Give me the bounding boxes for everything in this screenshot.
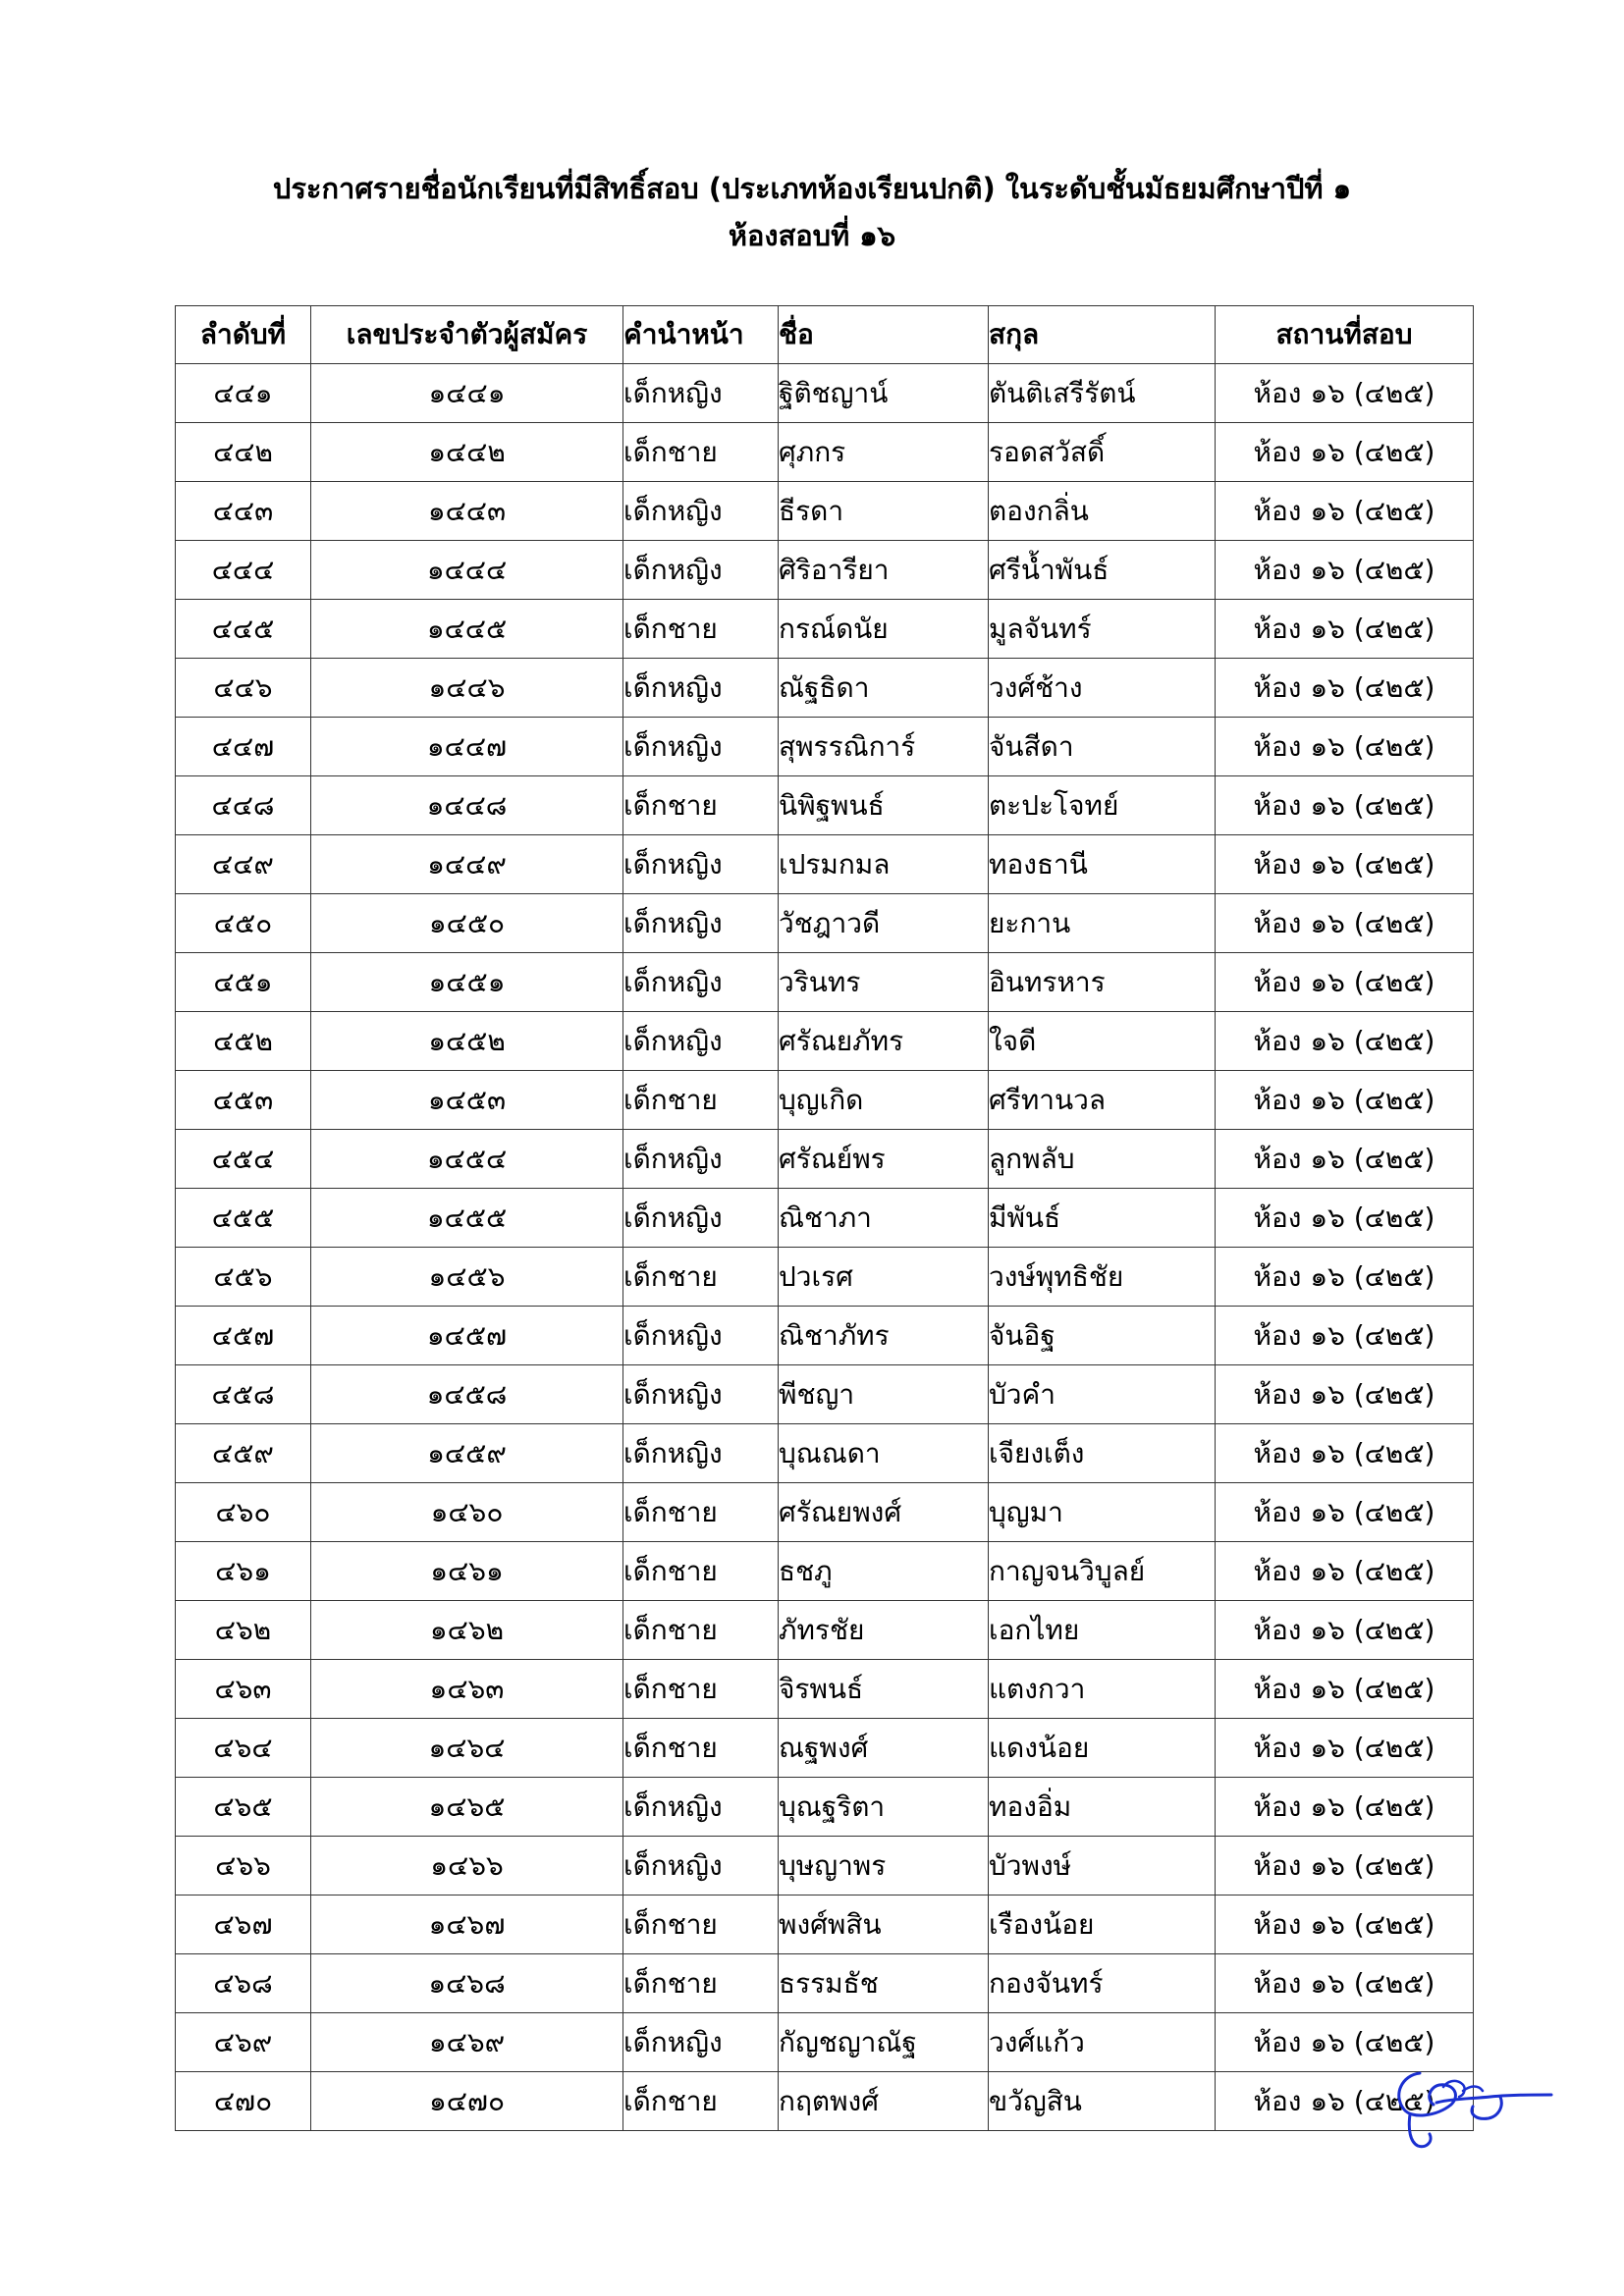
table-row — [176, 2072, 1474, 2131]
last-name-cell: แดงน้อย — [989, 1719, 1216, 1778]
prefix-cell: เด็กชาย — [623, 1071, 779, 1130]
exam-room-cell: ห้อง ๑๖ (๔๒๕) — [1216, 1601, 1474, 1660]
first-name-cell: ศรัณยพงศ์ — [779, 1483, 989, 1542]
prefix-cell: เด็กชาย — [623, 1660, 779, 1719]
applicant-id-cell: ๑๔๔๙ — [311, 835, 623, 894]
first-name-cell: ธีรดา — [779, 482, 989, 541]
applicant-id-cell: ๑๔๔๖ — [311, 659, 623, 718]
exam-room-cell: ห้อง ๑๖ (๔๒๕) — [1216, 1365, 1474, 1424]
prefix-cell: เด็กชาย — [623, 1542, 779, 1601]
seq-cell: ๔๕๗ — [176, 1307, 311, 1365]
table-body — [176, 364, 1474, 2131]
first-name-cell: ธรรมธัช — [779, 1954, 989, 2013]
table-row — [176, 1012, 1474, 1071]
prefix-cell: เด็กหญิง — [623, 1189, 779, 1248]
seq-cell: ๔๔๑ — [176, 364, 311, 423]
prefix-cell: เด็กชาย — [623, 1248, 779, 1307]
last-name-cell: ขวัญสิน — [989, 2072, 1216, 2131]
first-name-cell: กัญชญาณัฐ — [779, 2013, 989, 2072]
first-name-cell: ศิริอารียา — [779, 541, 989, 600]
exam-room-cell: ห้อง ๑๖ (๔๒๕) — [1216, 718, 1474, 776]
last-name-cell: มูลจันทร์ — [989, 600, 1216, 659]
seq-cell: ๔๖๒ — [176, 1601, 311, 1660]
table-row — [176, 1307, 1474, 1365]
first-name-cell: พงศ์พสิน — [779, 1896, 989, 1954]
last-name-cell: มีพันธ์ — [989, 1189, 1216, 1248]
applicant-id-cell: ๑๔๕๑ — [311, 953, 623, 1012]
exam-room-cell: ห้อง ๑๖ (๔๒๕) — [1216, 2072, 1474, 2131]
first-name-cell: กรณ์ดนัย — [779, 600, 989, 659]
first-name-cell: เปรมกมล — [779, 835, 989, 894]
applicant-id-cell: ๑๔๔๑ — [311, 364, 623, 423]
seq-cell: ๔๔๖ — [176, 659, 311, 718]
applicant-id-cell: ๑๔๕๙ — [311, 1424, 623, 1483]
seq-cell: ๔๔๕ — [176, 600, 311, 659]
seq-cell: ๔๕๖ — [176, 1248, 311, 1307]
first-name-cell: จิรพนธ์ — [779, 1660, 989, 1719]
exam-room-cell: ห้อง ๑๖ (๔๒๕) — [1216, 835, 1474, 894]
prefix-cell: เด็กชาย — [623, 423, 779, 482]
applicant-id-cell: ๑๔๔๕ — [311, 600, 623, 659]
applicant-id-cell: ๑๔๖๙ — [311, 2013, 623, 2072]
last-name-cell: วงศ์ช้าง — [989, 659, 1216, 718]
table-header-row — [176, 306, 1474, 364]
first-name-cell: ศุภกร — [779, 423, 989, 482]
prefix-cell: เด็กชาย — [623, 1954, 779, 2013]
first-name-cell: ศรัณย์พร — [779, 1130, 989, 1189]
first-name-cell: บุษญาพร — [779, 1837, 989, 1896]
exam-room-title: ห้องสอบที่ ๑๖ — [728, 219, 896, 252]
applicant-id-cell: ๑๔๔๗ — [311, 718, 623, 776]
first-name-cell: วรินทร — [779, 953, 989, 1012]
prefix-cell: เด็กหญิง — [623, 541, 779, 600]
exam-room-cell: ห้อง ๑๖ (๔๒๕) — [1216, 1248, 1474, 1307]
last-name-cell: ใจดี — [989, 1012, 1216, 1071]
seq-cell: ๔๗๐ — [176, 2072, 311, 2131]
last-name-cell: ศรีทานวล — [989, 1071, 1216, 1130]
exam-room-cell: ห้อง ๑๖ (๔๒๕) — [1216, 1542, 1474, 1601]
table-row — [176, 1601, 1474, 1660]
header-seq: ลำดับที่ — [176, 306, 311, 364]
seq-cell: ๔๔๓ — [176, 482, 311, 541]
first-name-cell: ธชภู — [779, 1542, 989, 1601]
seq-cell: ๔๕๔ — [176, 1130, 311, 1189]
applicant-id-cell: ๑๔๕๘ — [311, 1365, 623, 1424]
exam-room-cell: ห้อง ๑๖ (๔๒๕) — [1216, 1012, 1474, 1071]
last-name-cell: วงษ์พุทธิชัย — [989, 1248, 1216, 1307]
applicant-id-cell: ๑๔๖๒ — [311, 1601, 623, 1660]
header-last-name: สกุล — [989, 306, 1216, 364]
applicant-id-cell: ๑๔๔๘ — [311, 776, 623, 835]
last-name-cell: เจียงเต็ง — [989, 1424, 1216, 1483]
header-first-name: ชื่อ — [779, 306, 989, 364]
first-name-cell: ปวเรศ — [779, 1248, 989, 1307]
signature-mark — [1382, 2056, 1559, 2154]
seq-cell: ๔๖๕ — [176, 1778, 311, 1837]
exam-room-cell: ห้อง ๑๖ (๔๒๕) — [1216, 482, 1474, 541]
last-name-cell: ตันติเสรีรัตน์ — [989, 364, 1216, 423]
document-title: ประกาศรายชื่อนักเรียนที่มีสิทธิ์สอบ (ประเภทห้องเรียนปกติ) ในระดับชั้นมัธยมศึกษาปีที่ ๑ — [272, 172, 1352, 205]
header-exam-location: สถานที่สอบ — [1216, 306, 1474, 364]
table-row — [176, 1248, 1474, 1307]
table-row — [176, 1424, 1474, 1483]
applicant-id-cell: ๑๔๖๑ — [311, 1542, 623, 1601]
first-name-cell: ณัฐธิดา — [779, 659, 989, 718]
exam-room-cell: ห้อง ๑๖ (๔๒๕) — [1216, 600, 1474, 659]
exam-room-cell: ห้อง ๑๖ (๔๒๕) — [1216, 1424, 1474, 1483]
seq-cell: ๔๔๗ — [176, 718, 311, 776]
prefix-cell: เด็กชาย — [623, 600, 779, 659]
prefix-cell: เด็กหญิง — [623, 835, 779, 894]
prefix-cell: เด็กหญิง — [623, 718, 779, 776]
prefix-cell: เด็กชาย — [623, 1719, 779, 1778]
seq-cell: ๔๔๘ — [176, 776, 311, 835]
first-name-cell: บุณฐริตา — [779, 1778, 989, 1837]
prefix-cell: เด็กชาย — [623, 1601, 779, 1660]
table-row — [176, 600, 1474, 659]
seq-cell: ๔๖๗ — [176, 1896, 311, 1954]
applicant-id-cell: ๑๔๖๓ — [311, 1660, 623, 1719]
last-name-cell: เอกไทย — [989, 1601, 1216, 1660]
seq-cell: ๔๖๖ — [176, 1837, 311, 1896]
table-row — [176, 541, 1474, 600]
last-name-cell: บัวพงษ์ — [989, 1837, 1216, 1896]
last-name-cell: ศรีน้ำพันธ์ — [989, 541, 1216, 600]
applicant-id-cell: ๑๔๕๗ — [311, 1307, 623, 1365]
last-name-cell: จันอิฐ — [989, 1307, 1216, 1365]
header-applicant-id: เลขประจำตัวผู้สมัคร — [311, 306, 623, 364]
table-row — [176, 835, 1474, 894]
applicant-id-cell: ๑๔๕๒ — [311, 1012, 623, 1071]
table-row — [176, 1896, 1474, 1954]
applicant-id-cell: ๑๔๔๓ — [311, 482, 623, 541]
table-row — [176, 364, 1474, 423]
document-header — [0, 165, 1624, 259]
seq-cell: ๔๕๐ — [176, 894, 311, 953]
prefix-cell: เด็กหญิง — [623, 1130, 779, 1189]
exam-room-cell: ห้อง ๑๖ (๔๒๕) — [1216, 423, 1474, 482]
exam-room-cell: ห้อง ๑๖ (๔๒๕) — [1216, 1896, 1474, 1954]
seq-cell: ๔๕๕ — [176, 1189, 311, 1248]
exam-room-cell: ห้อง ๑๖ (๔๒๕) — [1216, 1719, 1474, 1778]
first-name-cell: สุพรรณิการ์ — [779, 718, 989, 776]
applicant-id-cell: ๑๔๗๐ — [311, 2072, 623, 2131]
first-name-cell: ฐิติชญาน์ — [779, 364, 989, 423]
last-name-cell: กองจันทร์ — [989, 1954, 1216, 2013]
first-name-cell: บุญเกิด — [779, 1071, 989, 1130]
prefix-cell: เด็กหญิง — [623, 2013, 779, 2072]
prefix-cell: เด็กชาย — [623, 1483, 779, 1542]
student-roster-table — [175, 305, 1474, 2131]
last-name-cell: ตะปะโจทย์ — [989, 776, 1216, 835]
prefix-cell: เด็กชาย — [623, 2072, 779, 2131]
seq-cell: ๔๕๑ — [176, 953, 311, 1012]
applicant-id-cell: ๑๔๕๖ — [311, 1248, 623, 1307]
table-row — [176, 423, 1474, 482]
prefix-cell: เด็กหญิง — [623, 1307, 779, 1365]
table-row — [176, 482, 1474, 541]
exam-room-cell: ห้อง ๑๖ (๔๒๕) — [1216, 894, 1474, 953]
seq-cell: ๔๖๓ — [176, 1660, 311, 1719]
table-row — [176, 1189, 1474, 1248]
prefix-cell: เด็กหญิง — [623, 482, 779, 541]
exam-room-cell: ห้อง ๑๖ (๔๒๕) — [1216, 659, 1474, 718]
applicant-id-cell: ๑๔๖๗ — [311, 1896, 623, 1954]
first-name-cell: ภัทรชัย — [779, 1601, 989, 1660]
seq-cell: ๔๕๙ — [176, 1424, 311, 1483]
seq-cell: ๔๕๘ — [176, 1365, 311, 1424]
first-name-cell: กฤตพงศ์ — [779, 2072, 989, 2131]
last-name-cell: บัวคำ — [989, 1365, 1216, 1424]
exam-room-cell: ห้อง ๑๖ (๔๒๕) — [1216, 1837, 1474, 1896]
table-row — [176, 2013, 1474, 2072]
applicant-id-cell: ๑๔๖๖ — [311, 1837, 623, 1896]
header-prefix: คำนำหน้า — [623, 306, 779, 364]
table-row — [176, 659, 1474, 718]
prefix-cell: เด็กหญิง — [623, 659, 779, 718]
last-name-cell: ตองกลิ่น — [989, 482, 1216, 541]
exam-room-cell: ห้อง ๑๖ (๔๒๕) — [1216, 1189, 1474, 1248]
table-row — [176, 776, 1474, 835]
exam-room-cell: ห้อง ๑๖ (๔๒๕) — [1216, 364, 1474, 423]
last-name-cell: ทองธานี — [989, 835, 1216, 894]
prefix-cell: เด็กหญิง — [623, 1365, 779, 1424]
exam-room-cell: ห้อง ๑๖ (๔๒๕) — [1216, 776, 1474, 835]
applicant-id-cell: ๑๔๖๘ — [311, 1954, 623, 2013]
applicant-id-cell: ๑๔๕๔ — [311, 1130, 623, 1189]
last-name-cell: ยะกาน — [989, 894, 1216, 953]
first-name-cell: นิพิฐพนธ์ — [779, 776, 989, 835]
last-name-cell: แตงกวา — [989, 1660, 1216, 1719]
first-name-cell: ณิชาภัทร — [779, 1307, 989, 1365]
first-name-cell: ศรัณยภัทร — [779, 1012, 989, 1071]
applicant-id-cell: ๑๔๕๓ — [311, 1071, 623, 1130]
table-row — [176, 1660, 1474, 1719]
last-name-cell: อินทรหาร — [989, 953, 1216, 1012]
prefix-cell: เด็กหญิง — [623, 1837, 779, 1896]
table-row — [176, 1483, 1474, 1542]
prefix-cell: เด็กหญิง — [623, 1424, 779, 1483]
table-row — [176, 1837, 1474, 1896]
seq-cell: ๔๕๒ — [176, 1012, 311, 1071]
seq-cell: ๔๖๔ — [176, 1719, 311, 1778]
seq-cell: ๔๔๔ — [176, 541, 311, 600]
table-row — [176, 1719, 1474, 1778]
applicant-id-cell: ๑๔๖๔ — [311, 1719, 623, 1778]
prefix-cell: เด็กหญิง — [623, 1778, 779, 1837]
seq-cell: ๔๔๙ — [176, 835, 311, 894]
exam-room-cell: ห้อง ๑๖ (๔๒๕) — [1216, 541, 1474, 600]
last-name-cell: กาญจนวิบูลย์ — [989, 1542, 1216, 1601]
applicant-id-cell: ๑๔๖๐ — [311, 1483, 623, 1542]
applicant-id-cell: ๑๔๖๕ — [311, 1778, 623, 1837]
exam-room-cell: ห้อง ๑๖ (๔๒๕) — [1216, 953, 1474, 1012]
last-name-cell: ทองอิ่ม — [989, 1778, 1216, 1837]
exam-room-cell: ห้อง ๑๖ (๔๒๕) — [1216, 1483, 1474, 1542]
exam-room-cell: ห้อง ๑๖ (๔๒๕) — [1216, 1307, 1474, 1365]
seq-cell: ๔๖๙ — [176, 2013, 311, 2072]
applicant-id-cell: ๑๔๔๒ — [311, 423, 623, 482]
prefix-cell: เด็กชาย — [623, 1896, 779, 1954]
first-name-cell: ณฐพงศ์ — [779, 1719, 989, 1778]
table-row — [176, 1954, 1474, 2013]
table-row — [176, 894, 1474, 953]
seq-cell: ๔๕๓ — [176, 1071, 311, 1130]
last-name-cell: รอดสวัสดิ์ — [989, 423, 1216, 482]
prefix-cell: เด็กหญิง — [623, 364, 779, 423]
exam-room-cell: ห้อง ๑๖ (๔๒๕) — [1216, 1130, 1474, 1189]
last-name-cell: วงศ์แก้ว — [989, 2013, 1216, 2072]
table-row — [176, 1130, 1474, 1189]
applicant-id-cell: ๑๔๔๔ — [311, 541, 623, 600]
last-name-cell: บุญมา — [989, 1483, 1216, 1542]
table-row — [176, 1778, 1474, 1837]
table-row — [176, 718, 1474, 776]
prefix-cell: เด็กหญิง — [623, 894, 779, 953]
exam-room-cell: ห้อง ๑๖ (๔๒๕) — [1216, 1071, 1474, 1130]
exam-room-cell: ห้อง ๑๖ (๔๒๕) — [1216, 1778, 1474, 1837]
first-name-cell: พีชญา — [779, 1365, 989, 1424]
table-row — [176, 1071, 1474, 1130]
prefix-cell: เด็กชาย — [623, 776, 779, 835]
prefix-cell: เด็กหญิง — [623, 1012, 779, 1071]
applicant-id-cell: ๑๔๕๕ — [311, 1189, 623, 1248]
first-name-cell: ณิชาภา — [779, 1189, 989, 1248]
seq-cell: ๔๖๑ — [176, 1542, 311, 1601]
exam-room-cell: ห้อง ๑๖ (๔๒๕) — [1216, 1954, 1474, 2013]
last-name-cell: ลูกพลับ — [989, 1130, 1216, 1189]
last-name-cell: เรืองน้อย — [989, 1896, 1216, 1954]
seq-cell: ๔๖๘ — [176, 1954, 311, 2013]
exam-room-cell: ห้อง ๑๖ (๔๒๕) — [1216, 1660, 1474, 1719]
seq-cell: ๔๖๐ — [176, 1483, 311, 1542]
applicant-id-cell: ๑๔๕๐ — [311, 894, 623, 953]
last-name-cell: จันสีดา — [989, 718, 1216, 776]
table-row — [176, 1365, 1474, 1424]
first-name-cell: บุณณดา — [779, 1424, 989, 1483]
seq-cell: ๔๔๒ — [176, 423, 311, 482]
first-name-cell: วัชฎาวดี — [779, 894, 989, 953]
exam-room-cell: ห้อง ๑๖ (๔๒๕) — [1216, 2013, 1474, 2072]
table-row — [176, 1542, 1474, 1601]
table-row — [176, 953, 1474, 1012]
prefix-cell: เด็กหญิง — [623, 953, 779, 1012]
